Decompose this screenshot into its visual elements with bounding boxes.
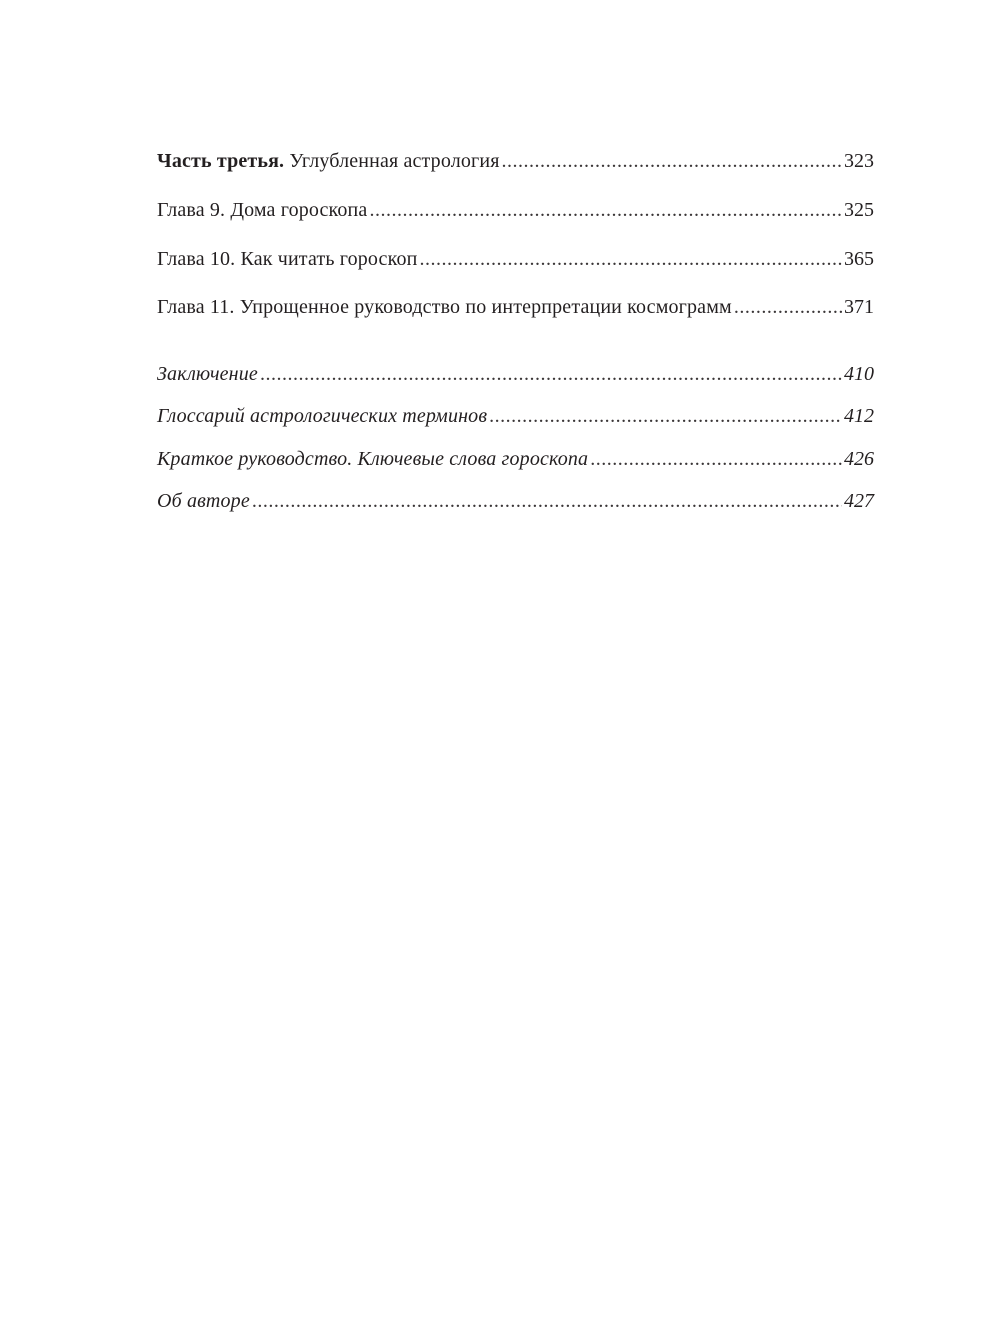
dot-leader [419, 248, 842, 271]
dot-leader [489, 405, 842, 428]
page-number: 365 [844, 248, 874, 270]
toc-entry-title: Глоссарий астрологических терминов [157, 405, 488, 427]
toc-entry-quick-guide[interactable] [157, 448, 874, 478]
dot-leader [502, 150, 842, 173]
toc-entry-glossary[interactable] [157, 405, 874, 435]
part-label: Часть третья. [157, 150, 285, 172]
dot-leader [590, 448, 842, 471]
toc-entry-conclusion[interactable] [157, 363, 874, 393]
page-number: 410 [844, 363, 874, 385]
dot-leader [252, 490, 842, 513]
page-number: 325 [844, 199, 874, 221]
toc-entry-part-three[interactable] [157, 150, 874, 180]
part-title: Углубленная астрология [289, 150, 500, 172]
page-number: 323 [844, 150, 874, 172]
toc-entry-title: Об авторе [157, 490, 250, 512]
toc-entry-chapter-9[interactable] [157, 199, 874, 229]
dot-leader [260, 363, 842, 386]
toc-entry-title: Глава 10. Как читать гороскоп [157, 248, 418, 270]
page-number: 412 [844, 405, 874, 427]
toc-entry-chapter-10[interactable] [157, 248, 874, 278]
toc-entry-title: Глава 9. Дома гороскопа [157, 199, 368, 221]
toc-entry-about-author[interactable] [157, 490, 874, 520]
toc-entry-title: Глава 11. Упрощенное руководство по интерпретации космограмм [157, 296, 732, 318]
toc-entry-title [157, 150, 500, 173]
page-number: 426 [844, 448, 874, 470]
page-number: 427 [844, 490, 874, 512]
toc-entry-chapter-11[interactable] [157, 296, 874, 326]
dot-leader [369, 199, 842, 222]
dot-leader [734, 296, 842, 319]
toc-entry-title: Заключение [157, 363, 258, 385]
toc-entry-title: Краткое руководство. Ключевые слова гороскопа [157, 448, 589, 470]
page-number: 371 [844, 296, 874, 318]
